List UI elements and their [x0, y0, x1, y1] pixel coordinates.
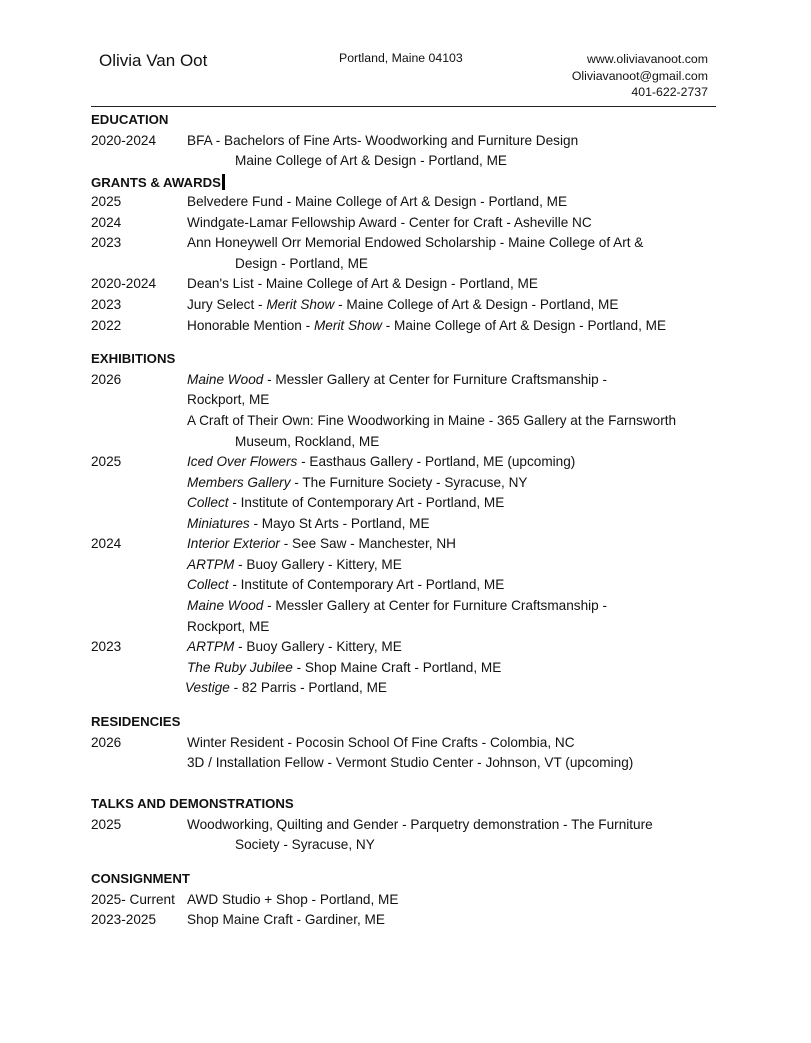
item-text-continued: Rockport, ME: [187, 392, 270, 407]
item-year: 2024: [91, 536, 122, 551]
item-text-post: - Maine College of Art & Design - Portland, ME: [381, 318, 667, 333]
item-text-post: - Messler Gallery at Center for Furniture Craftsmanship -: [263, 372, 608, 387]
item-year: 2023-2025: [91, 912, 157, 927]
item-text: Woodworking, Quilting and Gender - Parquetry demonstration - The Furniture: [187, 817, 653, 832]
item-title: Collect: [187, 495, 229, 510]
item-text-post: - Institute of Contemporary Art - Portland, ME: [228, 577, 505, 592]
item-year: 2023: [91, 639, 122, 654]
item-title: Merit Show: [313, 318, 382, 333]
item-year: 2025: [91, 454, 122, 469]
item-title: Miniatures: [187, 516, 250, 531]
item-text-post: - The Furniture Society - Syracuse, NY: [290, 475, 528, 490]
item-title: Vestige: [185, 680, 230, 695]
item-text-continued: Rockport, ME: [187, 619, 270, 634]
section-heading-education: EDUCATION: [91, 112, 169, 127]
item-text-post: - Buoy Gallery - Kittery, ME: [234, 557, 402, 572]
section-heading-exhibitions: EXHIBITIONS: [91, 351, 176, 366]
contact-block: [572, 51, 708, 101]
item-text: [187, 557, 402, 572]
item-text-post: - Institute of Contemporary Art - Portland, ME: [228, 495, 505, 510]
item-text-post: - Easthaus Gallery - Portland, ME (upcoming): [297, 454, 576, 469]
item-text: Belvedere Fund - Maine College of Art & Design - Portland, ME: [187, 194, 568, 209]
item-title: ARTPM: [187, 557, 235, 572]
item-text-post: - Buoy Gallery - Kittery, ME: [234, 639, 402, 654]
item-text: [187, 495, 504, 510]
section-heading-grants: [91, 174, 225, 190]
item-year: 2025- Current: [91, 892, 175, 907]
item-text: [187, 660, 501, 675]
item-year: 2025: [91, 817, 122, 832]
item-text: [187, 318, 666, 333]
item-text: [187, 297, 618, 312]
item-text: [187, 577, 504, 592]
item-year: 2022: [91, 318, 122, 333]
item-text-continued: Society - Syracuse, NY: [235, 837, 375, 852]
item-text: A Craft of Their Own: Fine Woodworking in Maine - 365 Gallery at the Farnsworth: [187, 413, 677, 428]
item-year: 2020-2024: [91, 276, 157, 291]
header-divider: [91, 106, 716, 107]
item-title: Members Gallery: [187, 475, 291, 490]
item-text-post: - Mayo St Arts - Portland, ME: [249, 516, 430, 531]
item-title: Maine Wood: [187, 598, 264, 613]
item-text: Shop Maine Craft - Gardiner, ME: [187, 912, 385, 927]
item-text-continued: Maine College of Art & Design - Portland, ME: [235, 153, 508, 168]
location: Portland, Maine 04103: [339, 51, 463, 65]
section-heading-residencies: RESIDENCIES: [91, 714, 181, 729]
item-title: Merit Show: [266, 297, 335, 312]
applicant-name: Olivia Van Oot: [99, 51, 208, 70]
item-year: 2025: [91, 194, 122, 209]
item-title: Iced Over Flowers: [187, 454, 298, 469]
item-text: [187, 639, 402, 654]
item-title: ARTPM: [187, 639, 235, 654]
item-text: [187, 475, 527, 490]
item-text: [187, 454, 575, 469]
item-text: Ann Honeywell Orr Memorial Endowed Scholarship - Maine College of Art &: [187, 235, 644, 250]
item-title: Maine Wood: [187, 372, 264, 387]
item-text: [187, 372, 607, 387]
section-heading-consignment: CONSIGNMENT: [91, 871, 190, 886]
email-link[interactable]: Oliviavanoot@gmail.com: [571, 68, 708, 83]
item-text: [187, 598, 607, 613]
item-text-post: - Messler Gallery at Center for Furniture Craftsmanship -: [263, 598, 608, 613]
item-title: The Ruby Jubilee: [187, 660, 293, 675]
item-text-post: - See Saw - Manchester, NH: [279, 536, 456, 551]
section-heading-talks: TALKS AND DEMONSTRATIONS: [91, 796, 294, 811]
item-text: 3D / Installation Fellow - Vermont Studio Center - Johnson, VT (upcoming): [187, 755, 634, 770]
item-text-post: - Shop Maine Craft - Portland, ME: [292, 660, 502, 675]
item-text-pre: Honorable Mention -: [187, 318, 314, 333]
website-link[interactable]: www.oliviavanoot.com: [587, 52, 708, 66]
item-year: 2023: [91, 235, 122, 250]
item-text-post: - Maine College of Art & Design - Portland, ME: [334, 297, 619, 312]
item-text-post: - 82 Parris - Portland, ME: [229, 680, 387, 695]
item-text: BFA - Bachelors of Fine Arts- Woodworking and Furniture Design: [187, 133, 579, 148]
item-text: Dean's List - Maine College of Art & Design - Portland, ME: [187, 276, 538, 291]
item-title: Interior Exterior: [187, 536, 280, 551]
item-text: AWD Studio + Shop - Portland, ME: [187, 892, 399, 907]
item-text-pre: Jury Select -: [187, 297, 267, 312]
item-year: 2026: [91, 372, 122, 387]
item-year: 2026: [91, 735, 122, 750]
item-text: [187, 536, 456, 551]
text-cursor: [222, 174, 225, 190]
item-text: [187, 516, 430, 531]
item-text: Winter Resident - Pocosin School Of Fine Crafts - Colombia, NC: [187, 735, 575, 750]
phone-number: 401-622-2737: [631, 85, 708, 99]
item-title: Collect: [187, 577, 229, 592]
item-year: 2024: [91, 215, 122, 230]
item-year: 2023: [91, 297, 122, 312]
item-text: Windgate-Lamar Fellowship Award - Center for Craft - Asheville NC: [187, 215, 592, 230]
item-year: 2020-2024: [91, 133, 157, 148]
item-text-continued: Design - Portland, ME: [235, 256, 368, 271]
item-text-continued: Museum, Rockland, ME: [235, 434, 380, 449]
item-text: [185, 680, 387, 695]
grants-heading-text: GRANTS & AWARDS: [91, 175, 221, 190]
